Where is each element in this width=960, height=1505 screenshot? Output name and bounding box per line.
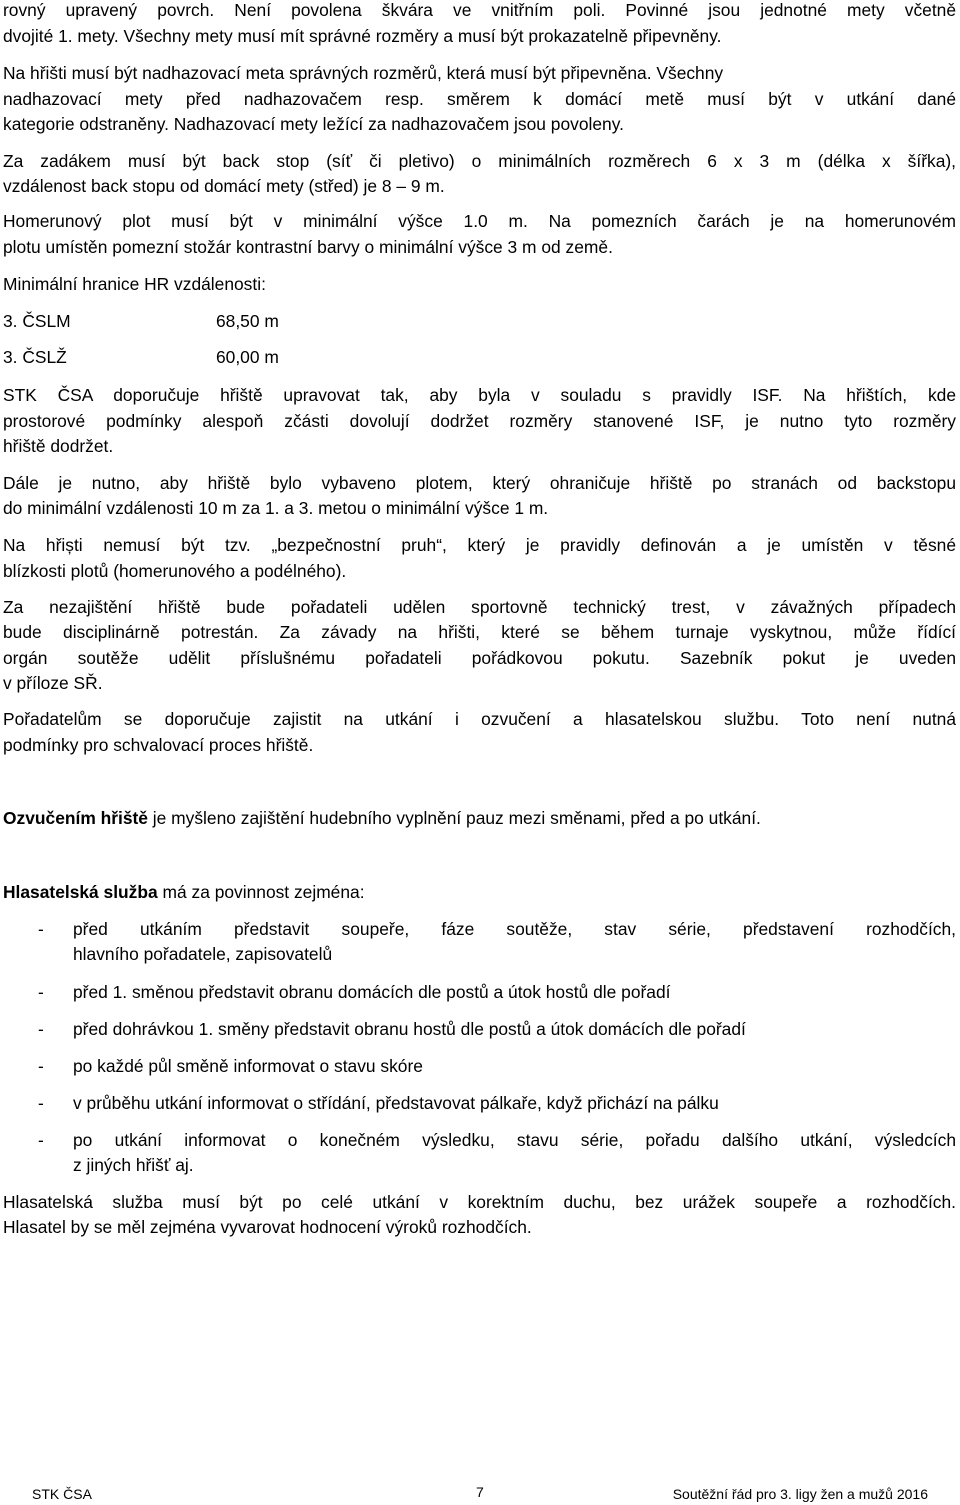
paragraph-line: rovný upravený povrch. Není povolena škvára ve vnitřním poli. Povinné jsou jednotné mety včetně [3, 0, 956, 20]
hr-category: 3. ČSLM [3, 311, 71, 331]
paragraph-text: je myšleno zajištění hudebního vyplnění pauz mezi směnami, před a po utkání. [147, 808, 761, 828]
list-item: z jiných hřišť aj. [73, 1155, 194, 1175]
paragraph-line: Za nezajištění hřiště bude pořadateli udělen sportovně technický trest, v závažných případech [3, 597, 956, 617]
list-bullet: - [38, 982, 44, 1002]
hr-distance: 68,50 m [216, 311, 279, 331]
list-item: před dohrávkou 1. směny představit obranu hostů dle postů a útok domácích dle pořadí [73, 1019, 746, 1039]
paragraph-line: STK ČSA doporučuje hřiště upravovat tak, aby byla v souladu s pravidly ISF. Na hřištích, kde [3, 385, 956, 405]
section-label: Minimální hranice HR vzdálenosti: [3, 274, 266, 294]
paragraph-line: Hlasatel by se měl zejména vyvarovat hodnocení výroků rozhodčích. [3, 1217, 532, 1237]
list-bullet: - [38, 919, 44, 939]
paragraph-line: plotu umístěn pomezní stožár kontrastní barvy o minimální výšce 3 m od země. [3, 237, 613, 257]
list-bullet: - [38, 1130, 44, 1150]
paragraph-line: Na hřišti musí být nadhazovací meta správných rozměrů, která musí být připevněna. Všechny [3, 63, 724, 83]
paragraph-line: dvojité 1. mety. Všechny mety musí mít správné rozměry a musí být prokazatelně připevněny. [3, 26, 722, 46]
paragraph-line: orgán soutěže udělit příslušnému pořadateli pořádkovou pokutu. Sazebník pokut je uveden [3, 648, 956, 668]
list-item: v průběhu utkání informovat o střídání, představovat pálkaře, když přichází na pálku [73, 1093, 719, 1113]
paragraph-line: Hlasatelská služba musí být po celé utkání v korektním duchu, bez urážek soupeře a rozhodčích. [3, 1192, 956, 1212]
paragraph-line: do minimální vzdálenosti 10 m za 1. a 3. metou o minimální výšce 1 m. [3, 498, 549, 518]
paragraph-line: Pořadatelům se doporučuje zajistit na utkání i ozvučení a hlasatelskou službu. Toto není nutná [3, 709, 956, 729]
paragraph-line [3, 808, 956, 828]
paragraph-line: Za zadákem musí být back stop (síť či pletivo) o minimálních rozměrech 6 x 3 m (délka x šířka), [3, 151, 956, 171]
paragraph-line: v příloze SŘ. [3, 673, 103, 693]
paragraph-line: kategorie odstraněny. Nadhazovací mety ležící za nadhazovačem jsou povoleny. [3, 114, 624, 134]
paragraph-text: má za povinnost zejména: [157, 882, 365, 902]
list-item: před 1. směnou představit obranu domácích dle postů a útok hostů dle pořadí [73, 982, 671, 1002]
list-item: před utkáním představit soupeře, fáze soutěže, stav série, představení rozhodčích, [73, 919, 956, 939]
paragraph-line: Dále je nutno, aby hřiště bylo vybaveno plotem, který ohraničuje hřiště po stranách od backstopu [3, 473, 956, 493]
paragraph-line: bude disciplinárně potrestán. Za závady na hřišti, které se během turnaje vyskytnou, může řídící [3, 622, 956, 642]
paragraph-line: prostorové podmínky alespoň zčásti dovolují dodržet rozměry stanovené ISF, je nutno tyto rozměry [3, 411, 956, 431]
paragraph-line: blízkosti plotů (homerunového a podélného). [3, 561, 347, 581]
footer-page-number: 7 [476, 1484, 484, 1500]
hr-distance: 60,00 m [216, 347, 279, 367]
list-item: po každé půl směně informovat o stavu skóre [73, 1056, 423, 1076]
paragraph-line: nadhazovací mety před nadhazovačem resp. směrem k domácí metě musí být v utkání dané [3, 89, 956, 109]
footer-left: STK ČSA [32, 1486, 92, 1502]
bold-term: Hlasatelská služba [3, 882, 158, 902]
bold-term: Ozvučením hřiště [3, 808, 148, 828]
footer-right: Soutěžní řád pro 3. ligy žen a mužů 2016 [672, 1486, 928, 1502]
paragraph-line: Na hřiști nemusí být tzv. „bezpečnostní pruh“, který je pravidly definován a je umístěn v těsné [3, 535, 956, 555]
paragraph-line: podmínky pro schvalovací proces hřiště. [3, 735, 314, 755]
list-bullet: - [38, 1019, 44, 1039]
list-item: hlavního pořadatele, zapisovatelů [73, 944, 333, 964]
paragraph-line: Homerunový plot musí být v minimální výšce 1.0 m. Na pomezních čarách je na homerunovém [3, 211, 956, 231]
list-bullet: - [38, 1093, 44, 1113]
list-bullet: - [38, 1056, 44, 1076]
paragraph-line: hřiště dodržet. [3, 436, 114, 456]
paragraph-line: vzdálenost back stopu od domácí mety (střed) je 8 – 9 m. [3, 176, 445, 196]
hr-category: 3. ČSLŽ [3, 347, 67, 367]
paragraph-line [3, 882, 956, 902]
list-item: po utkání informovat o konečném výsledku, stavu série, pořadu dalšího utkání, výsledcích [73, 1130, 956, 1150]
